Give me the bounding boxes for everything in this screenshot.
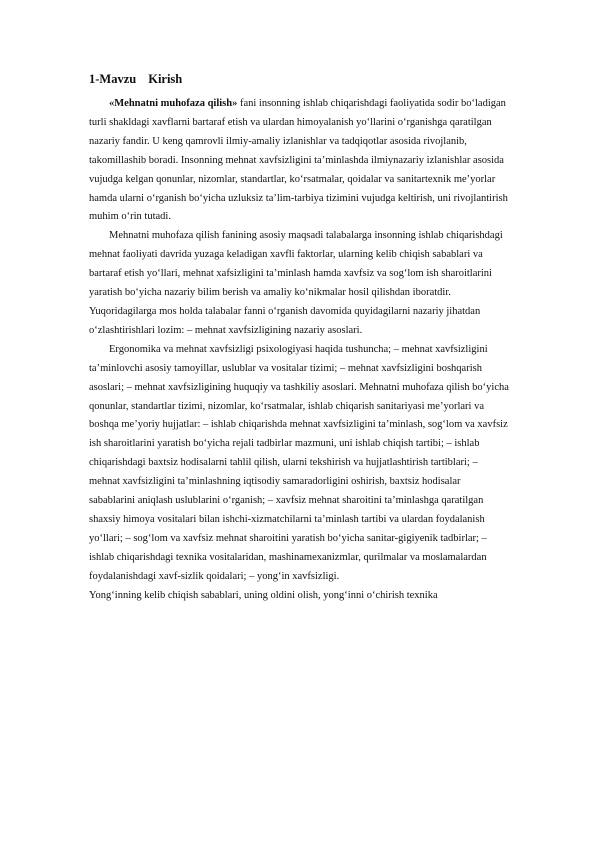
section-title: Kirish [148,72,183,86]
paragraph-fire: Yong‘inning kelib chiqish sabablari, uning oldini olish, yong‘inni o‘chirish texnika [89,589,438,601]
section-number: 1-Mavzu [89,72,137,86]
paragraph-intro [89,95,509,227]
subject-name: «Mehnatni muhofaza qilish» [109,98,238,109]
paragraph-goals: Mehnatni muhofaza qilish fanining asosiy maqsadi talabalarga insonning ishlab chiqarishdagi mehnat faoliyati davrida yuzaga keladigan xavfli faktorlar, ularning kelib chiqish sabablari va bartaraf etish yo‘llari, mehnat xafsizligini ta’minlash hamda xavfsiz va sog‘lom ish sharoitlarini yaratish bo‘yicha nazariy bilim berish va amaliy ko‘nikmalar hosil qilishdan iboratdir. Yuqoridagilarga mos holda talabalar fanni o‘rganish davomida quyidagilarni nazariy jihatdan o‘zlashtirishlari lozim: – mehnat xavfsizligining nazariy asoslari. [89,230,503,336]
paragraph-intro-text: fani insonning ishlab chiqarishdagi faoliyatida sodir bo‘ladigan turli shakldagi xavflarni bartaraf etish va ulardan himoyalanish yo‘llarini o‘rganishga qaratilgan nazariy fandir. U keng qamrovli ilmiy-amaliy izlanishlar va tadqiqotlar asosida rivojlanib, takomillashib boradi. Insonning mehnat xavfsizligini ta’minlashda ilmiynazariy izlanishlar asosida vujudga kelgan qonunlar, nizomlar, standartlar, ko‘rsatmalar, qoidalar va sanitartexnik me’yorlar hamda ularni o‘rganish bo‘yicha uzluksiz ta’lim-tarbiya tizimini vujudga keltirish, uni rivojlantirish muhim o‘rin tutadi. [89,98,508,223]
section-heading [89,71,182,87]
paragraph-topics: Ergonomika va mehnat xavfsizligi psixologiyasi haqida tushuncha; – mehnat xavfsizligini ta’minlovchi asosiy tamoyillar, uslublar va vositalar tizimi; – mehnat xavfsizligini boshqarish asoslari; – mehnat xavfsizligining huquqiy va tashkiliy asoslari. Mehnatni muhofaza qilish bo‘yicha qonunlar, standartlar tizimi, nizomlar, ko‘rsatmalar, ishlab chiqarish sanitariyasi me’yorlari va boshqa me’yoriy hujjatlar: – ishlab chiqarishda mehnat xavfsizligini ta’minlash, sog‘lom va xavfsiz ish sharoitlarini yaratish bo‘yicha rejali tadbirlar mazmuni, uni ishlab chiqish tartibi; – ishlab chiqarishdagi baxtsiz hodisalarni tahlil qilish, ularni tekshirish va hujjatlashtirish tartiblari; – mehnat xavfsizligini ta’minlashning iqtisodiy samaradorligini oshirish, baxtsiz hodisalar sabablarini aniqlash uslublarini o‘rganish; – xavfsiz mehnat sharoitini ta’minlashga qaratilgan shaxsiy himoya vositalari bilan ishchi-xizmatchilarni ta’minlash tartibi va ulardan foydalanish yo‘llari; – sog‘lom va xavfsiz mehnat sharoitini yaratish bo‘yicha sanitar-gigiyenik tadbirlar; – ishlab chiqarishdagi texnika vositalaridan, mashinamexanizmlar, qurilmalar va moslamalardan foydalanishdagi xavf-sizlik qoidalari; – yong‘in xavfsizligi. [89,343,509,582]
body-text [89,95,509,605]
